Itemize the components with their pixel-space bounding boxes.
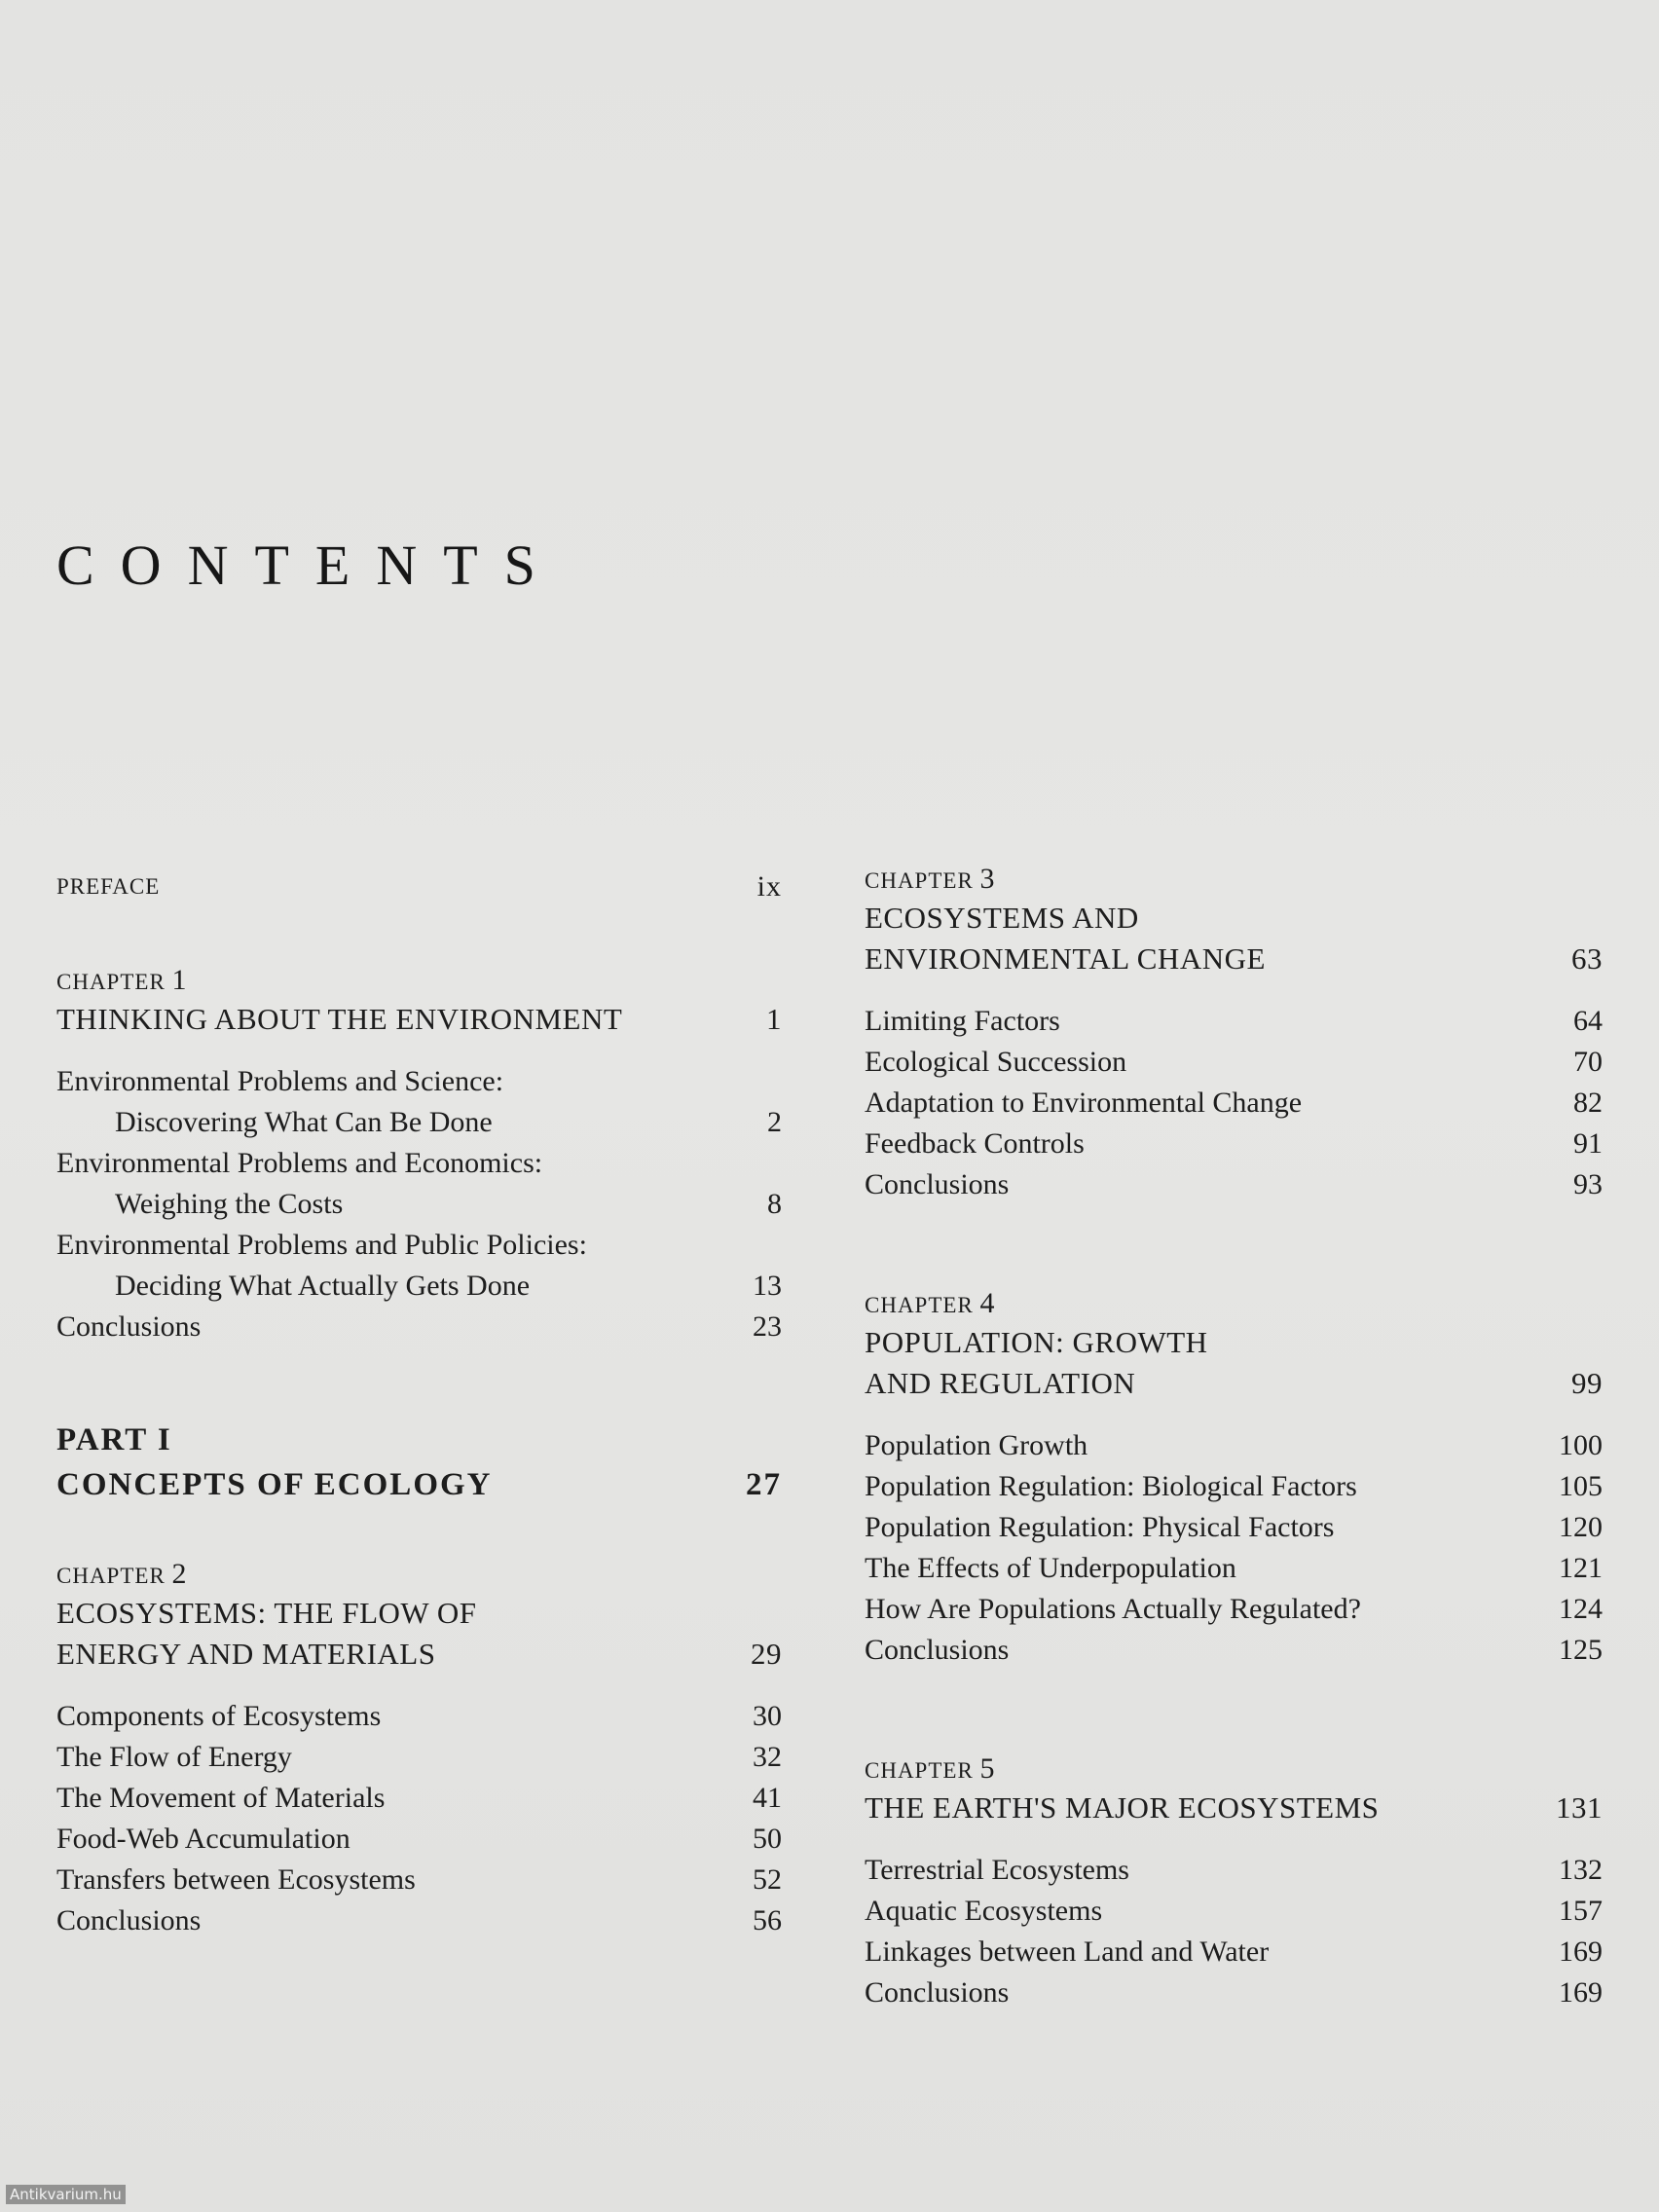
page-title: CONTENTS: [56, 533, 562, 597]
toc-section[interactable]: The Flow of Energy 32: [56, 1741, 782, 1773]
chapter-page: 29: [751, 1637, 782, 1671]
toc-section[interactable]: Transfers between Ecosystems 52: [56, 1863, 782, 1896]
toc-chapter-3: [865, 863, 1603, 1205]
toc-part-1[interactable]: [56, 1418, 782, 1507]
chapter-heading: CHAPTER 4: [865, 1287, 996, 1319]
preface-page: ix: [756, 870, 782, 903]
section-page: 8: [767, 1188, 782, 1220]
toc-section[interactable]: The Movement of Materials 41: [56, 1782, 782, 1814]
toc-section[interactable]: Limiting Factors 64: [865, 1005, 1603, 1037]
toc-left-column: [56, 866, 782, 1941]
toc-section[interactable]: Ecological Succession 70: [865, 1046, 1603, 1078]
toc-chapter-4: [865, 1287, 1603, 1671]
chapter-heading: CHAPTER 3: [865, 863, 996, 895]
chapter-page: 131: [1556, 1790, 1603, 1825]
toc-section[interactable]: Terrestrial Ecosystems 132: [865, 1854, 1603, 1886]
toc-section[interactable]: Conclusions 169: [865, 1976, 1603, 2009]
toc-section[interactable]: Adaptation to Environmental Change 82: [865, 1087, 1603, 1119]
toc-section[interactable]: Conclusions 56: [56, 1904, 782, 1936]
toc-section[interactable]: Food-Web Accumulation 50: [56, 1823, 782, 1855]
part-title: CONCEPTS OF ECOLOGY 27: [56, 1462, 782, 1507]
chapter-heading: CHAPTER 5: [865, 1752, 996, 1785]
toc-section[interactable]: Aquatic Ecosystems 157: [865, 1895, 1603, 1927]
chapter-title-line[interactable]: ENVIRONMENTAL CHANGE 63: [865, 939, 1603, 979]
toc-section[interactable]: Conclusions 23: [56, 1307, 782, 1347]
chapter-title-line[interactable]: POPULATION: GROWTH: [865, 1325, 1208, 1359]
chapter-heading: CHAPTER 1: [56, 964, 188, 996]
chapter-title[interactable]: THE EARTH'S MAJOR ECOSYSTEMS 131: [865, 1788, 1603, 1828]
toc-section[interactable]: Population Regulation: Physical Factors 120: [865, 1511, 1603, 1543]
toc-section[interactable]: Feedback Controls 91: [865, 1127, 1603, 1160]
part-number: PART I: [56, 1422, 172, 1457]
toc-right-column: [865, 863, 1603, 2013]
toc-section[interactable]: Components of Ecosystems 30: [56, 1700, 782, 1732]
chapter-title-line[interactable]: ENERGY AND MATERIALS 29: [56, 1634, 782, 1675]
section-page: 2: [767, 1106, 782, 1138]
toc-section[interactable]: How Are Populations Actually Regulated? 124: [865, 1593, 1603, 1625]
watermark-text: Antikvarium.hu: [6, 2185, 126, 2204]
toc-section[interactable]: Population Growth 100: [865, 1429, 1603, 1461]
toc-section[interactable]: Conclusions 125: [865, 1634, 1603, 1666]
section-page: 13: [753, 1270, 782, 1302]
chapter-title-line[interactable]: ECOSYSTEMS AND: [865, 901, 1139, 935]
toc-chapter-2: [56, 1558, 782, 1941]
chapter-page: 63: [1571, 941, 1603, 976]
toc-section[interactable]: Linkages between Land and Water 169: [865, 1936, 1603, 1968]
toc-section[interactable]: Environmental Problems and Science: Discovering What Can Be Done 2: [56, 1061, 782, 1143]
preface-label: PREFACE: [56, 874, 161, 899]
toc-chapter-5: [865, 1752, 1603, 2013]
toc-chapter-1: [56, 964, 782, 1347]
chapter-title[interactable]: THINKING ABOUT THE ENVIRONMENT 1: [56, 999, 782, 1040]
chapter-title-line[interactable]: AND REGULATION 99: [865, 1363, 1603, 1404]
chapter-page: 1: [766, 1002, 782, 1036]
chapter-title-line[interactable]: ECOSYSTEMS: THE FLOW OF: [56, 1596, 477, 1630]
toc-section[interactable]: Environmental Problems and Economics: Weighing the Costs 8: [56, 1143, 782, 1225]
toc-section[interactable]: The Effects of Underpopulation 121: [865, 1552, 1603, 1584]
chapter-page: 99: [1571, 1366, 1603, 1400]
toc-section[interactable]: Environmental Problems and Public Policies: Deciding What Actually Gets Done 13: [56, 1225, 782, 1307]
chapter-heading: CHAPTER 2: [56, 1558, 188, 1590]
toc-section[interactable]: Conclusions 93: [865, 1168, 1603, 1200]
toc-preface[interactable]: [56, 866, 782, 907]
toc-section[interactable]: Population Regulation: Biological Factors 105: [865, 1470, 1603, 1502]
section-page: 23: [753, 1310, 782, 1343]
part-page: 27: [746, 1467, 782, 1502]
